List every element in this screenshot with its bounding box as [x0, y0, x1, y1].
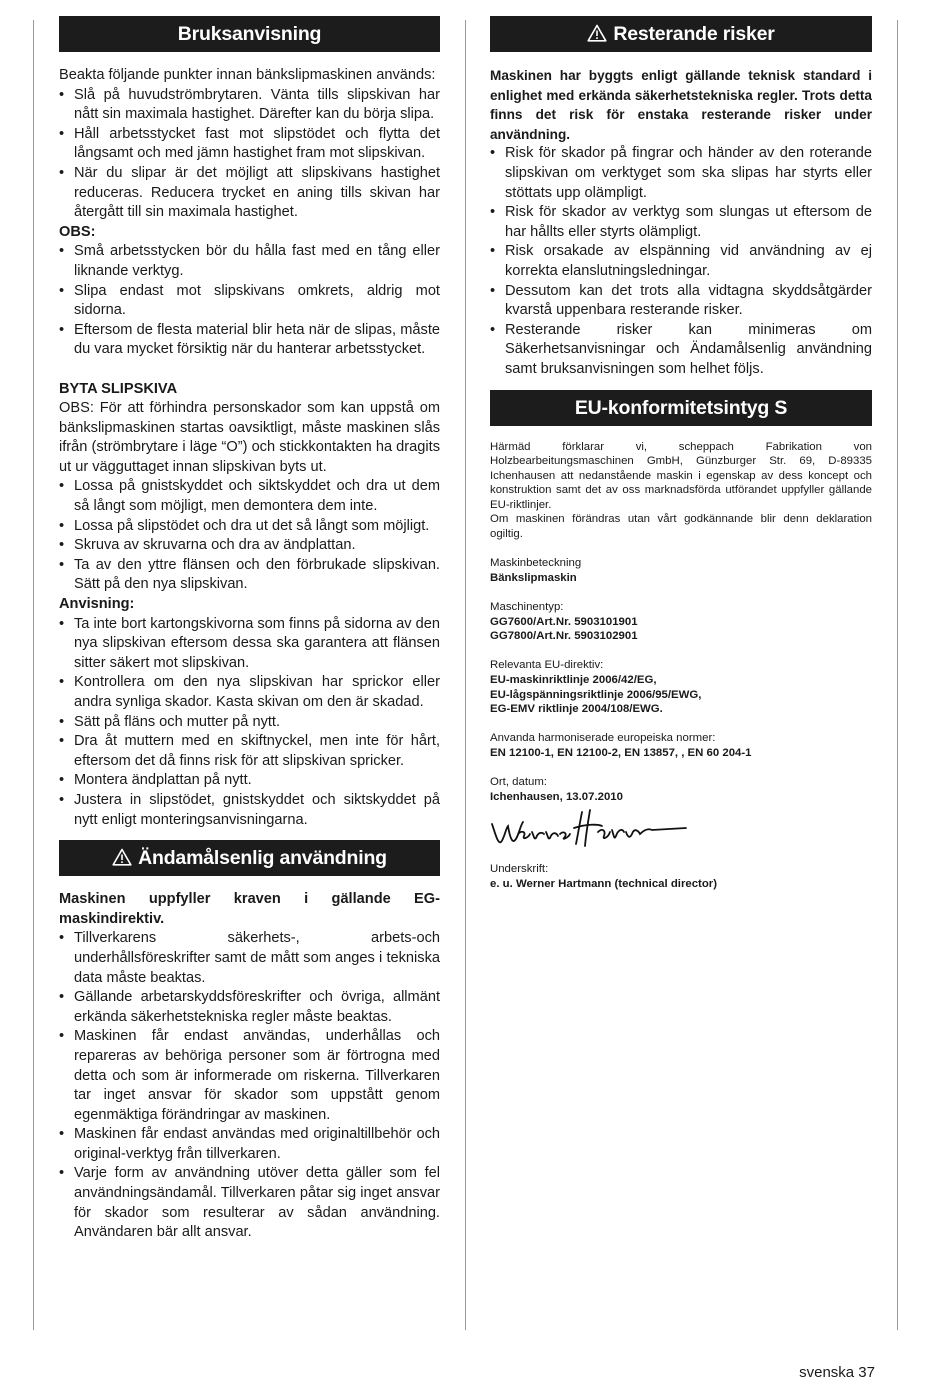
resterande-heading [490, 16, 872, 52]
list-item: • Små arbetsstycken bör du hålla fast med en tång eller liknande verktyg. [59, 242, 440, 281]
list-item: • Kontrollera om den nya slipskivan har sprickor eller andra synliga skador. Kasta skivan om den är skadad. [59, 673, 440, 712]
andamalsenlig-heading [59, 840, 440, 876]
byta-slipskiva-title: BYTA SLIPSKIVA [59, 380, 178, 397]
byta-slipskiva-text: OBS: För att förhindra personskador som kan uppstå om bänkslipmaskinen startas oavsiktligt, måste maskinen slås ifrån (strömbrytare i läge “O”) och stickkontakten ha dragits ut ur vägguttaget innan slipskivan byts ut. [59, 400, 440, 475]
eu-body [490, 440, 872, 892]
obs-label: OBS: [59, 223, 96, 240]
list-item: • Ta av den yttre flänsen och den förbrukade slipskivan. Sätt på den nya slipskivan. [59, 556, 440, 595]
right-margin-rule [897, 20, 898, 1330]
list-item: • Dra åt muttern med en skiftnyckel, men inte för hårt, eftersom det då finns risk för att slipskivan spricker. [59, 732, 440, 771]
right-column [490, 16, 872, 892]
resterande-body [490, 66, 872, 380]
list-item: • Tillverkarens säkerhets-, arbets-och underhållsföreskrifter samt de mått som anges i tekniska data måste beaktas. [59, 929, 440, 988]
bruksanvisning-intro: Beakta följande punkter innan bänkslipmaskinen används: [59, 67, 436, 83]
andamalsenlig-body [59, 890, 440, 1243]
warning-triangle-icon [112, 848, 132, 866]
list-item: • Varje form av användning utöver detta gäller som fel användningsändamål. Tillverkaren påtar sig inget ansvar för skador som resulterar av sådan användning. Användaren bär allt ansvar. [59, 1164, 440, 1242]
direktiv-value: EU-lågspänningsriktlinje 2006/95/EWG, [490, 688, 702, 701]
obs-list [59, 242, 440, 360]
bruksanvisning-list [59, 86, 440, 223]
direktiv-value: EU-maskinriktlinje 2006/42/EG, [490, 674, 657, 686]
resterande-lead: Maskinen har byggts enligt gällande teknisk standard i enlighet med erkända säkerhetstekniska regler. Trots detta finns det risk för enstaka resterande risker under användning. [490, 68, 872, 142]
list-item: • Skruva av skruvarna och dra av ändplattan. [59, 536, 440, 556]
left-margin-rule [33, 20, 34, 1330]
list-item: • Risk för skador av verktyg som slungas ut eftersom de har hållts eller styrts olämpligt. [490, 203, 872, 242]
resterande-list [490, 144, 872, 379]
ort-datum-label: Ort, datum: [490, 776, 547, 789]
list-item: • Lossa på gnistskyddet och siktskyddet och dra ut dem så långt som möjligt, men demontera dem inte. [59, 477, 440, 516]
list-item: • Håll arbetsstycket fast mot slipstödet och flytta det långsamt och med jämn hastighet fram mot slipskivan. [59, 125, 440, 164]
list-item: • Gällande arbetarskyddsföreskrifter och övriga, allmänt erkända säkerhetstekniska regler måste beaktas. [59, 988, 440, 1027]
direktiv-value: EG-EMV riktlinje 2004/108/EWG. [490, 703, 663, 716]
underskrift-value: e. u. Werner Hartmann (technical director) [490, 877, 718, 890]
list-item: • Sätt på fläns och mutter på nytt. [59, 713, 440, 733]
list-item: • När du slipar är det möjligt att slipskivans hastighet reduceras. Reducera trycket en aning tills skivan har återgått till sin maximala hastighet. [59, 164, 440, 223]
normer-label: Anvanda harmoniserade europeiska normer: [490, 732, 716, 745]
list-item: • Montera ändplattan på nytt. [59, 771, 440, 791]
list-item: • Maskinen får endast användas med originaltillbehör och original-verktyg från tillverkaren. [59, 1125, 440, 1164]
list-item: • Risk orsakade av elspänning vid användning av ej korrekta elanslutningsledningar. [490, 242, 872, 281]
anvisning-list [59, 615, 440, 831]
page-number: svenska 37 [799, 1364, 875, 1381]
resterande-title: Resterande risker [613, 23, 775, 45]
bruksanvisning-title: Bruksanvisning [177, 23, 322, 45]
byta-list [59, 477, 440, 595]
center-rule [465, 20, 466, 1330]
bruksanvisning-body [59, 66, 440, 830]
list-item: • Risk för skador på fingrar och händer av den roterande slipskivan om verktyget som ska slipas har styrts eller stöttats upp olämpligt. [490, 144, 872, 203]
direktiv-label: Relevanta EU-direktiv: [490, 659, 604, 672]
eu-declaration-text: Härmäd förklarar vi, scheppach Fabrikation von Holzbearbeitungsmaschinen GmbH, Günzburger Str. 69, D-89335 Ichenhausen att nedanstående maskin i egenskap av dess koncept och konstruktion samt det av oss marknadsförda utförandet uppfyller gällande EU-riktlinjer. [490, 440, 872, 511]
list-item: • Maskinen får endast användas, underhållas och repareras av behöriga personer som är förtrogna med detta och som är informerade om riskerna. Tillverkaren tar inget ansvar för skador som uppstått genom egenmäktiga förändringar av maskinen. [59, 1027, 440, 1125]
signature [490, 804, 872, 854]
ort-datum-value: Ichenhausen, 13.07.2010 [490, 790, 623, 803]
maskin-label: Maskinbeteckning [490, 557, 582, 570]
eu-validity-text: Om maskinen förändras utan vårt godkännande blir denn deklaration ogiltig. [490, 513, 872, 541]
andamalsenlig-lead: Maskinen uppfyller kraven i gällande EG-maskindirektiv. [59, 891, 440, 927]
maskintyp-label: Maschinentyp: [490, 601, 564, 614]
bruksanvisning-heading [59, 16, 440, 52]
list-item: • Eftersom de flesta material blir heta när de slipas, måste du vara mycket försiktig när du hanterar arbetsstycket. [59, 321, 440, 360]
list-item: • Resterande risker kan minimeras om Säkerhetsanvisningar och Ändamålsenlig användning samt bruksanvisningen som helhet följs. [490, 321, 872, 380]
maskintyp-value: GG7600/Art.Nr. 5903101901 [490, 615, 638, 628]
eu-title: EU-konformitetsintyg S [574, 396, 788, 419]
andamalsenlig-list [59, 929, 440, 1243]
left-column [59, 16, 440, 1243]
list-item: • Slå på huvudströmbrytaren. Vänta tills slipskivan har nått sin maximala hastighet. Därefter kan du börja slipa. [59, 86, 440, 125]
anvisning-label: Anvisning: [59, 596, 135, 613]
list-item: • Slipa endast mot slipskivans omkrets, aldrig mot sidorna. [59, 282, 440, 321]
andamalsenlig-title: Ändamålsenlig användning [138, 847, 387, 870]
normer-value: EN 12100-1, EN 12100-2, EN 13857, , EN 60 204-1 [490, 746, 752, 759]
list-item: • Justera in slipstödet, gnistskyddet och siktskyddet på nytt enligt monteringsanvisningarna. [59, 791, 440, 830]
maskin-value: Bänkslipmaskin [490, 571, 577, 584]
eu-heading [490, 390, 872, 426]
maskintyp-value: GG7800/Art.Nr. 5903102901 [490, 630, 638, 643]
list-item: • Lossa på slipstödet och dra ut det så långt som möjligt. [59, 517, 440, 537]
list-item: • Dessutom kan det trots alla vidtagna skyddsåtgärder kvarstå uppenbara resterande risker. [490, 282, 872, 321]
warning-triangle-icon [587, 24, 607, 42]
list-item: • Ta inte bort kartongskivorna som finns på sidorna av den nya slipskivan eftersom dessa ska garantera att flänsen sitter säkert mot slipskivan. [59, 615, 440, 674]
underskrift-label: Underskrift: [490, 863, 549, 876]
